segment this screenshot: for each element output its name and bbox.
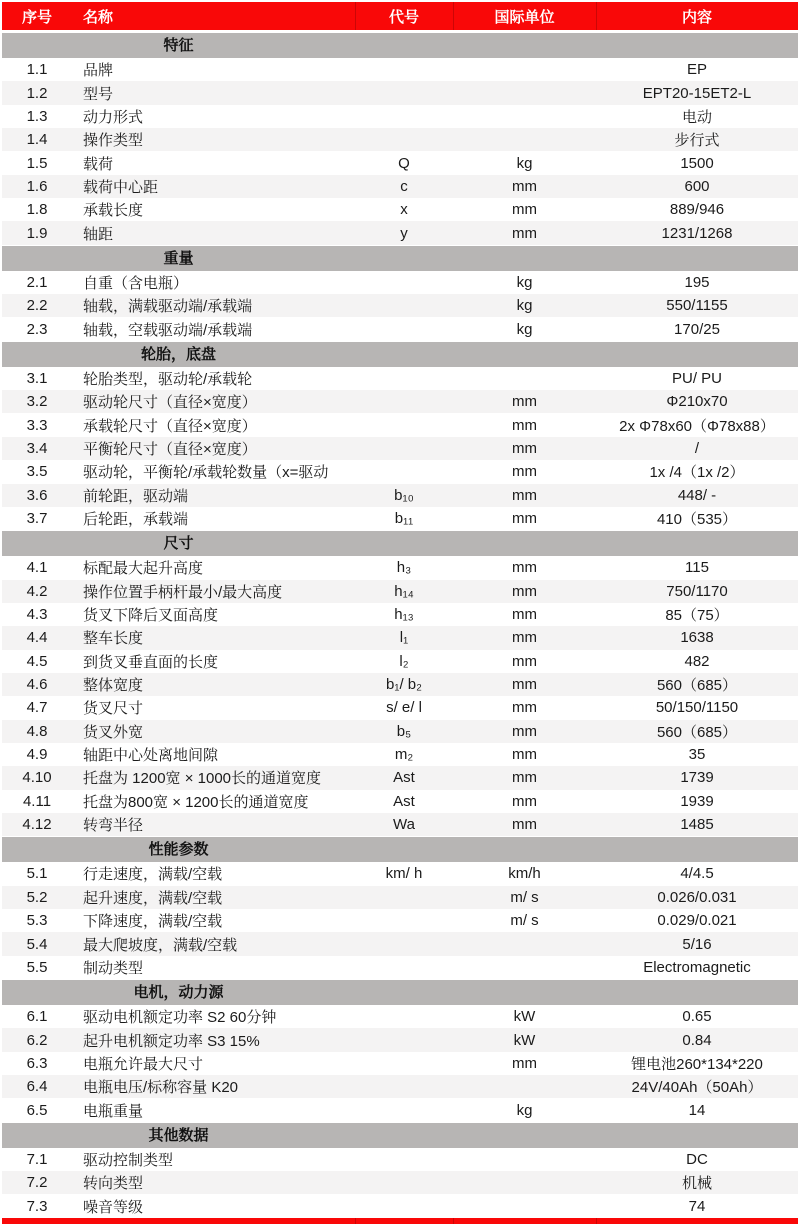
row-value-cell: 1485 [680,816,714,834]
table-row [2,862,798,885]
row-value-cell: 1231/1268 [661,224,733,242]
row-code-cell: l₂ [399,652,409,670]
row-name-cell: 下降速度，满载/空载 [83,913,223,931]
table-row [2,909,798,932]
table-row [2,603,798,626]
row-num-cell: 4.11 [22,792,52,810]
section-header [2,531,798,556]
row-name-cell: 驱动电机额定功率 S2 60分钟 [83,1009,277,1027]
table-row [2,294,798,317]
row-name-cell: 后轮距，承载端 [83,511,189,529]
row-name-cell: 整体宽度 [83,677,144,695]
row-unit-cell: mm [512,676,537,694]
row-value-cell: 1939 [680,792,714,810]
header-cell-name: 名称 [83,8,114,26]
row-value-cell: 448/ - [677,486,717,504]
table-row [2,932,798,955]
table-row [2,766,798,789]
table-row [2,128,798,151]
section-header [2,837,798,862]
row-name-cell: 制动类型 [83,959,144,977]
section-title: 特征 [163,37,194,54]
header-cell-code: 代号 [388,8,419,26]
row-num-cell: 2.1 [26,273,48,291]
row-unit-cell: mm [512,746,537,764]
row-num-cell: 1.1 [26,61,48,79]
row-name-cell: 电瓶电压/标称容量 K20 [83,1079,239,1097]
row-num-cell: 3.2 [26,393,48,411]
row-unit-cell: mm [512,510,537,528]
section-title: 轮胎，底盘 [140,345,216,363]
section-header [2,342,798,367]
column-separator [453,1218,454,1224]
row-name-cell: 驱动控制类型 [83,1151,174,1169]
row-unit-cell: kg [516,1101,533,1119]
row-value-cell: 步行式 [674,132,720,150]
row-num-cell: 3.7 [26,510,48,528]
table-row [2,1075,798,1098]
row-num-cell: 4.10 [22,769,52,787]
table-row [2,1005,798,1028]
row-name-cell: 轮胎类型，驱动轮/承载轮 [83,370,253,388]
row-num-cell: 6.2 [26,1031,48,1049]
row-code-cell: h₃ [396,559,412,577]
row-unit-cell: mm [512,769,537,787]
row-name-cell: 货叉外宽 [83,723,144,741]
row-num-cell: 1.8 [26,201,48,219]
row-value-cell: EPT20-15ET2-L [642,84,752,102]
row-name-cell: 噪音等级 [83,1198,144,1216]
row-name-cell: 载荷中心距 [83,178,159,196]
table-row [2,626,798,649]
row-value-cell: 115 [685,559,709,577]
row-name-cell: 平衡轮尺寸（直径×宽度） [83,440,257,458]
row-name-cell: 最大爬坡度，满载/空载 [83,936,238,954]
row-unit-cell: mm [512,559,537,577]
row-value-cell: 0.84 [682,1031,712,1049]
table-row [2,81,798,104]
row-unit-cell: kg [516,273,533,291]
table-row [2,886,798,909]
row-value-cell: / [694,439,700,457]
row-unit-cell: mm [512,652,537,670]
row-code-cell: y [400,224,408,242]
row-num-cell: 4.12 [22,816,52,834]
row-unit-cell: kg [516,320,533,338]
row-num-cell: 6.5 [26,1101,48,1119]
row-value-cell: 550/1155 [666,297,728,315]
row-value-cell: 50/150/1150 [655,699,739,717]
row-num-cell: 2.2 [26,297,48,315]
table-row [2,580,798,603]
row-num-cell: 5.5 [26,958,48,976]
table-row [2,175,798,198]
table-row [2,317,798,340]
table-header-row [2,2,798,30]
row-unit-cell: km/h [508,865,541,883]
footer-bar [2,1218,798,1224]
row-name-cell: 到货叉垂直面的长度 [83,653,219,671]
column-separator [596,2,597,30]
row-name-cell: 托盘为800宽 × 1200长的通道宽度 [83,793,309,811]
row-value-cell: 74 [688,1197,706,1215]
table-row [2,413,798,436]
row-name-cell: 驱动轮，平衡轮/承载轮数量（x=驱动 [83,464,329,482]
row-value-cell: 24V/40Ah（50Ah） [631,1079,763,1097]
row-value-cell: Φ210x70 [666,393,728,411]
row-name-cell: 品牌 [83,62,114,80]
table-row [2,1028,798,1051]
row-value-cell: 电动 [681,108,712,126]
table-row [2,1098,798,1121]
row-name-cell: 操作位置手柄杆最小/最大高度 [83,583,283,601]
row-unit-cell: mm [512,722,537,740]
row-name-cell: 承载长度 [83,202,144,220]
row-value-cell: 85（75） [665,607,729,625]
row-name-cell: 轴载，满载驱动端/承载端 [83,298,253,316]
table-row [2,460,798,483]
row-num-cell: 4.5 [26,652,48,670]
row-code-cell: Ast [393,769,415,787]
table-body [2,33,798,1218]
section-title: 性能参数 [148,841,209,859]
row-value-cell: 889/946 [669,201,725,219]
row-num-cell: 4.3 [26,606,48,624]
row-value-cell: 750/1170 [666,582,728,600]
table-row [2,271,798,294]
row-value-cell: 600 [684,177,710,195]
row-num-cell: 5.2 [26,888,48,906]
row-num-cell: 7.3 [26,1197,48,1215]
table-row [2,198,798,221]
row-num-cell: 1.5 [26,154,48,172]
row-unit-cell: mm [512,416,537,434]
row-num-cell: 2.3 [26,320,48,338]
row-code-cell: Q [398,154,410,172]
table-row [2,650,798,673]
row-unit-cell: m/ s [510,888,539,906]
row-name-cell: 轴距 [83,225,114,243]
row-code-cell: km/ h [385,865,423,883]
table-row [2,390,798,413]
row-num-cell: 1.2 [26,84,48,102]
row-code-cell: b₁/ b₂ [386,676,422,694]
row-value-cell: 170/25 [674,320,720,338]
row-value-cell: PU/ PU [671,369,722,387]
table-row [2,956,798,979]
row-name-cell: 整车长度 [83,630,144,648]
row-name-cell: 型号 [83,85,114,103]
section-title: 电机，动力源 [133,984,224,1002]
row-num-cell: 4.6 [26,676,48,694]
table-row [2,105,798,128]
row-value-cell: EP [686,61,707,79]
row-code-cell: b₅ [396,722,412,740]
row-value-cell: 1500 [680,154,714,172]
table-row [2,743,798,766]
row-value-cell: 1739 [680,769,714,787]
table-row [2,221,798,244]
row-unit-cell: mm [512,439,537,457]
row-code-cell: b₁₀ [394,486,414,504]
row-value-cell: 锂电池260*134*220 [631,1055,763,1073]
table-row [2,151,798,174]
row-num-cell: 1.6 [26,177,48,195]
row-unit-cell: mm [512,582,537,600]
row-num-cell: 6.1 [26,1008,48,1026]
table-row [2,1194,798,1217]
row-unit-cell: kW [513,1031,536,1049]
row-name-cell: 货叉尺寸 [83,700,144,718]
section-header [2,33,798,58]
row-value-cell: 560（685） [656,723,738,741]
row-value-cell: 0.026/0.031 [657,888,737,906]
row-num-cell: 4.7 [26,699,48,717]
table-row [2,1148,798,1171]
row-value-cell: 482 [684,652,710,670]
row-code-cell: s/ e/ l [386,699,422,717]
table-row [2,58,798,81]
row-num-cell: 3.3 [26,416,48,434]
row-code-cell: Wa [393,816,415,834]
section-title: 尺寸 [163,535,194,553]
header-cell-value: 内容 [681,8,712,26]
column-separator [453,2,454,30]
column-separator [355,2,356,30]
row-code-cell: c [400,177,408,195]
row-unit-cell: m/ s [510,912,539,930]
row-num-cell: 5.1 [26,865,48,883]
row-num-cell: 6.4 [26,1078,48,1096]
row-value-cell: DC [686,1150,708,1168]
row-code-cell: Ast [393,792,415,810]
table-row [2,1052,798,1075]
row-num-cell: 4.9 [26,746,48,764]
row-value-cell: 4/4.5 [680,865,714,883]
row-num-cell: 3.1 [26,369,48,387]
section-title: 重量 [163,249,194,267]
row-num-cell: 4.8 [26,722,48,740]
row-name-cell: 前轮距，驱动端 [83,487,189,505]
row-value-cell: 195 [684,273,710,291]
row-name-cell: 承载轮尺寸（直径×宽度） [83,417,257,435]
table-row [2,507,798,530]
table-row [2,1171,798,1194]
section-header [2,1123,798,1148]
table-row [2,484,798,507]
row-name-cell: 电瓶允许最大尺寸 [83,1055,204,1073]
row-name-cell: 转弯半径 [83,817,144,835]
row-name-cell: 轴距中心处离地间隙 [83,747,219,765]
row-code-cell: l₁ [399,629,409,647]
row-unit-cell: mm [512,393,537,411]
table-row [2,813,798,836]
row-value-cell: 14 [688,1101,706,1119]
row-num-cell: 6.3 [26,1054,48,1072]
row-num-cell: 4.4 [26,629,48,647]
row-code-cell: x [400,201,408,219]
row-name-cell: 载荷 [83,155,114,173]
header-cell-unit: 国际单位 [494,8,555,26]
row-unit-cell: mm [512,463,537,481]
section-title: 其他数据 [148,1126,209,1144]
row-unit-cell: mm [512,792,537,810]
row-num-cell: 7.1 [26,1150,48,1168]
row-name-cell: 起升电机额定功率 S3 15% [83,1032,260,1050]
row-value-cell: 5/16 [682,935,712,953]
row-name-cell: 托盘为 1200宽 × 1000长的通道宽度 [83,770,322,788]
section-header [2,980,798,1005]
row-unit-cell: mm [512,224,537,242]
row-unit-cell: kg [516,154,533,172]
row-num-cell: 3.4 [26,439,48,457]
row-num-cell: 1.4 [26,131,48,149]
row-num-cell: 3.6 [26,486,48,504]
row-name-cell: 操作类型 [83,132,144,150]
table-row [2,367,798,390]
row-unit-cell: mm [512,201,537,219]
row-name-cell: 轴载，空载驱动端/承载端 [83,321,253,339]
row-unit-cell: mm [512,629,537,647]
row-value-cell: 1x /4（1x /2） [649,464,745,482]
row-value-cell: 2x Φ78x60（Φ78x88） [619,417,775,435]
row-code-cell: m₂ [394,746,414,764]
row-num-cell: 5.3 [26,912,48,930]
row-name-cell: 转向类型 [83,1175,144,1193]
column-separator [355,1218,356,1224]
row-unit-cell: mm [512,177,537,195]
row-unit-cell: mm [512,699,537,717]
row-num-cell: 4.1 [26,559,48,577]
table-row [2,696,798,719]
table-row [2,720,798,743]
row-num-cell: 3.5 [26,463,48,481]
row-unit-cell: mm [512,606,537,624]
row-num-cell: 7.2 [26,1174,48,1192]
row-value-cell: 机械 [681,1175,712,1193]
table-row [2,556,798,579]
row-code-cell: h₁₄ [394,582,414,600]
row-code-cell: b₁₁ [394,510,414,528]
table-row [2,673,798,696]
row-name-cell: 货叉下降后叉面高度 [83,607,219,625]
row-value-cell: Electromagnetic [643,958,751,976]
row-value-cell: 1638 [680,629,714,647]
row-name-cell: 标配最大起升高度 [83,560,204,578]
row-name-cell: 驱动轮尺寸（直径×宽度） [83,394,257,412]
row-value-cell: 410（535） [656,511,738,529]
row-name-cell: 动力形式 [83,108,144,126]
row-value-cell: 0.029/0.021 [657,912,737,930]
row-unit-cell: mm [512,1054,537,1072]
row-num-cell: 1.9 [26,224,48,242]
row-unit-cell: mm [512,816,537,834]
row-num-cell: 5.4 [26,935,48,953]
row-unit-cell: mm [512,486,537,504]
row-name-cell: 自重（含电瓶） [83,274,189,292]
section-header [2,246,798,271]
row-unit-cell: kW [513,1008,536,1026]
column-separator [596,1218,597,1224]
row-name-cell: 起升速度，满载/空载 [83,889,223,907]
row-num-cell: 4.2 [26,582,48,600]
row-name-cell: 电瓶重量 [83,1102,144,1120]
row-value-cell: 35 [688,746,706,764]
row-unit-cell: kg [516,297,533,315]
row-num-cell: 1.3 [26,107,48,125]
row-code-cell: h₁₃ [394,606,414,624]
row-value-cell: 560（685） [656,677,738,695]
table-row [2,790,798,813]
header-cell-num: 序号 [21,8,52,26]
row-name-cell: 行走速度，满载/空载 [83,866,223,884]
row-value-cell: 0.65 [682,1008,712,1026]
table-row [2,437,798,460]
